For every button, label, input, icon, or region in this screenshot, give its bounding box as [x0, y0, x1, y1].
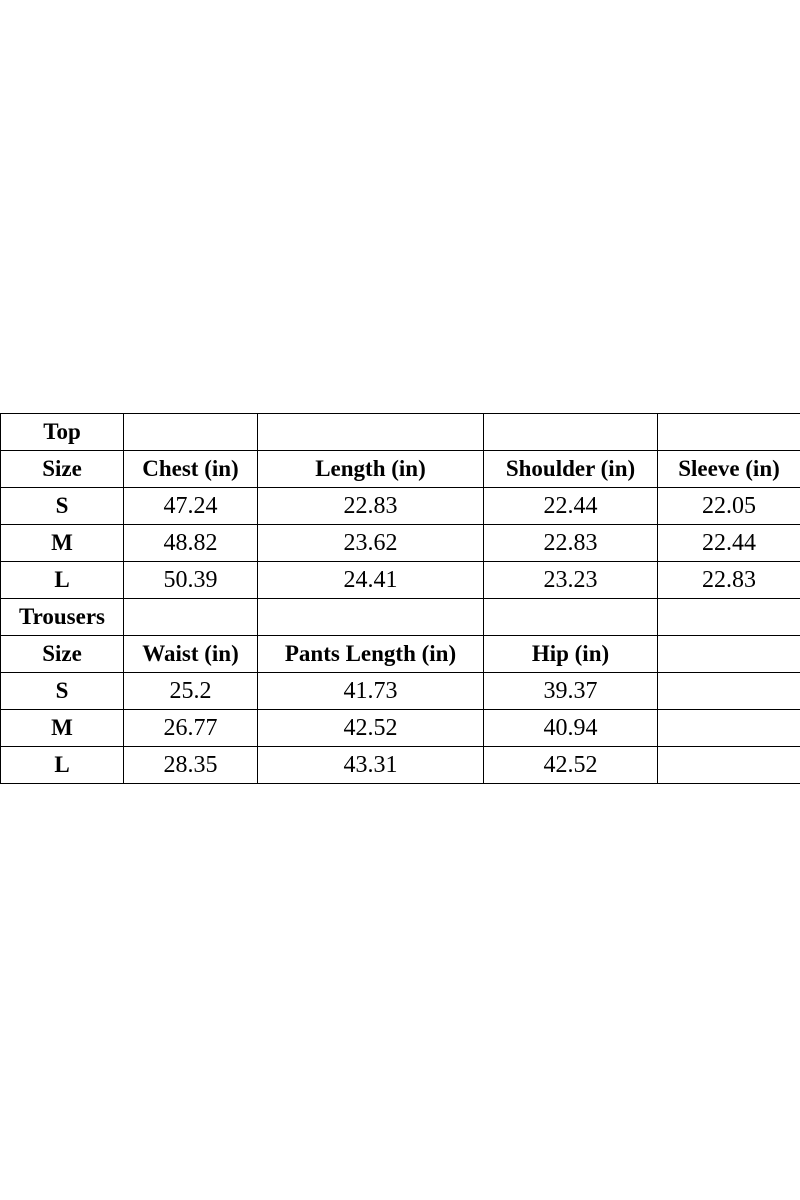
column-header-shoulder: Shoulder (in) [484, 451, 658, 488]
empty-cell [658, 710, 800, 747]
column-header-size: Size [1, 636, 124, 673]
empty-cell [258, 599, 484, 636]
empty-cell [658, 414, 800, 451]
table-row [1, 525, 800, 562]
pants-length-cell: 42.52 [258, 710, 484, 747]
length-cell: 23.62 [258, 525, 484, 562]
empty-cell [658, 747, 800, 784]
trousers-section-row [1, 599, 800, 636]
top-header-row [1, 451, 800, 488]
column-header-size: Size [1, 451, 124, 488]
length-cell: 24.41 [258, 562, 484, 599]
size-cell: M [1, 710, 124, 747]
waist-cell: 26.77 [124, 710, 258, 747]
hip-cell: 42.52 [484, 747, 658, 784]
waist-cell: 28.35 [124, 747, 258, 784]
length-cell: 22.83 [258, 488, 484, 525]
empty-cell [484, 599, 658, 636]
size-chart-table [0, 413, 800, 784]
empty-cell [124, 414, 258, 451]
sleeve-cell: 22.44 [658, 525, 800, 562]
sleeve-cell: 22.83 [658, 562, 800, 599]
pants-length-cell: 43.31 [258, 747, 484, 784]
empty-cell [658, 599, 800, 636]
pants-length-cell: 41.73 [258, 673, 484, 710]
table-row [1, 710, 800, 747]
trousers-header-row [1, 636, 800, 673]
top-section-label: Top [1, 414, 124, 451]
hip-cell: 40.94 [484, 710, 658, 747]
chest-cell: 48.82 [124, 525, 258, 562]
waist-cell: 25.2 [124, 673, 258, 710]
column-header-hip: Hip (in) [484, 636, 658, 673]
table-row [1, 488, 800, 525]
size-cell: M [1, 525, 124, 562]
empty-cell [658, 636, 800, 673]
sleeve-cell: 22.05 [658, 488, 800, 525]
empty-cell [658, 673, 800, 710]
column-header-chest: Chest (in) [124, 451, 258, 488]
table-row [1, 562, 800, 599]
column-header-length: Length (in) [258, 451, 484, 488]
empty-cell [124, 599, 258, 636]
hip-cell: 39.37 [484, 673, 658, 710]
size-cell: S [1, 673, 124, 710]
column-header-pants-length: Pants Length (in) [258, 636, 484, 673]
column-header-sleeve: Sleeve (in) [658, 451, 800, 488]
table-row [1, 673, 800, 710]
column-header-waist: Waist (in) [124, 636, 258, 673]
shoulder-cell: 22.83 [484, 525, 658, 562]
chest-cell: 47.24 [124, 488, 258, 525]
shoulder-cell: 22.44 [484, 488, 658, 525]
chest-cell: 50.39 [124, 562, 258, 599]
empty-cell [258, 414, 484, 451]
table-row [1, 747, 800, 784]
size-cell: L [1, 747, 124, 784]
top-section-row [1, 414, 800, 451]
shoulder-cell: 23.23 [484, 562, 658, 599]
trousers-section-label: Trousers [1, 599, 124, 636]
empty-cell [484, 414, 658, 451]
size-cell: L [1, 562, 124, 599]
size-cell: S [1, 488, 124, 525]
